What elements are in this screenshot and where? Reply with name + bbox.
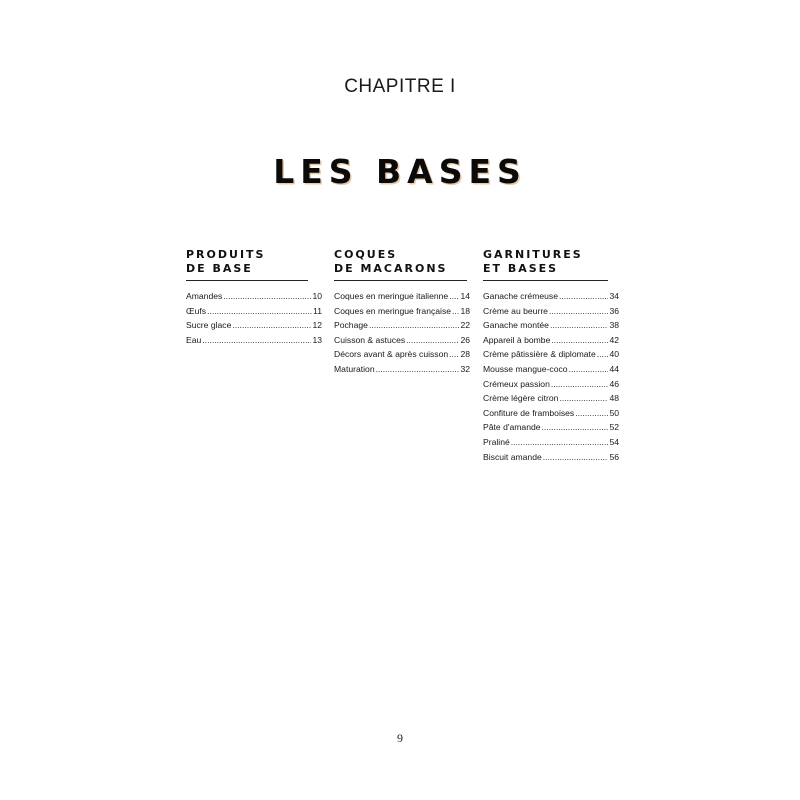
toc-entry[interactable] — [334, 304, 470, 319]
toc-entry-page: 14 — [460, 291, 470, 301]
toc-dot-leader — [559, 289, 608, 304]
toc-entry-title: Amandes — [186, 291, 223, 301]
toc-list — [483, 289, 619, 464]
toc-entry-page: 54 — [609, 436, 619, 447]
toc-entry-page: 44 — [609, 363, 619, 374]
column-heading — [334, 248, 467, 281]
toc-entry[interactable] — [483, 362, 619, 377]
toc-entry-title: Œufs — [186, 305, 207, 316]
toc-dot-leader — [232, 318, 311, 333]
toc-entry[interactable] — [483, 450, 619, 465]
toc-column-garnitures-et-bases — [483, 248, 619, 464]
column-heading-line2: DE BASE — [186, 262, 253, 275]
toc-entry-title: Coques en meringue italienne — [334, 291, 449, 301]
toc-dot-leader — [223, 289, 311, 304]
toc-entry-page: 18 — [460, 305, 470, 316]
toc-dot-leader — [569, 362, 609, 377]
toc-entry[interactable] — [334, 289, 470, 304]
toc-entry[interactable] — [483, 304, 619, 319]
column-heading — [186, 248, 308, 281]
toc-entry-title: Crème pâtissière & diplomate — [483, 349, 596, 360]
toc-entry-page: 22 — [460, 320, 470, 331]
toc-entry-title: Confiture de framboises — [483, 407, 575, 418]
toc-dot-leader — [575, 406, 608, 421]
toc-entry[interactable] — [483, 289, 619, 304]
toc-entry-page: 40 — [609, 349, 619, 360]
page-number: 9 — [397, 731, 403, 745]
column-heading-line1: COQUES — [334, 248, 398, 261]
toc-list — [186, 289, 322, 347]
toc-entry-title: Maturation — [334, 363, 375, 374]
toc-entry-title: Cuisson & astuces — [334, 334, 406, 345]
toc-entry-title: Crème légère citron — [483, 393, 559, 404]
toc-entry[interactable] — [483, 406, 619, 421]
toc-entry[interactable] — [186, 304, 322, 319]
toc-entry-title: Coques en meringue française — [334, 305, 452, 316]
toc-dot-leader — [551, 377, 609, 392]
toc-dot-leader — [549, 304, 608, 319]
chapter-title: LES BASES — [273, 152, 527, 191]
toc-dot-leader — [449, 289, 459, 304]
toc-entry[interactable] — [483, 435, 619, 450]
toc-entry[interactable] — [334, 333, 470, 348]
toc-entry[interactable] — [483, 333, 619, 348]
toc-dot-leader — [559, 391, 608, 406]
column-heading-line1: GARNITURES — [483, 248, 583, 261]
toc-entry-title: Pochage — [334, 320, 368, 331]
toc-entry-title: Pâte d'amande — [483, 422, 541, 433]
toc-dot-leader — [551, 333, 608, 348]
toc-list — [334, 289, 470, 377]
toc-entry-page: 50 — [609, 407, 619, 418]
toc-entry-page: 38 — [609, 320, 619, 331]
column-heading-line2: DE MACARONS — [334, 262, 448, 275]
toc-entry[interactable] — [186, 289, 322, 304]
toc-entry-title: Biscuit amande — [483, 451, 542, 462]
toc-entry-page: 12 — [312, 320, 322, 331]
toc-column-coques-de-macarons — [334, 248, 470, 377]
toc-dot-leader — [406, 333, 459, 348]
toc-entry-title: Appareil à bombe — [483, 334, 551, 345]
toc-entry-page: 52 — [609, 422, 619, 433]
toc-dot-leader — [597, 347, 609, 362]
toc-entry[interactable] — [483, 377, 619, 392]
toc-column-produits-de-base — [186, 248, 322, 347]
toc-entry-page: 13 — [312, 334, 322, 345]
toc-entry-title: Eau — [186, 334, 202, 345]
column-heading-line1: PRODUITS — [186, 248, 266, 261]
toc-entry[interactable] — [483, 420, 619, 435]
toc-entry[interactable] — [334, 347, 470, 362]
toc-dot-leader — [511, 435, 609, 450]
toc-entry-page: 36 — [609, 305, 619, 316]
toc-entry-title: Crémeux passion — [483, 378, 550, 389]
toc-entry-page: 34 — [609, 291, 619, 301]
toc-entry[interactable] — [334, 362, 470, 377]
toc-dot-leader — [207, 304, 312, 319]
toc-entry[interactable] — [483, 318, 619, 333]
toc-dot-leader — [202, 333, 311, 348]
toc-dot-leader — [369, 318, 460, 333]
toc-entry[interactable] — [334, 318, 470, 333]
toc-entry-page: 11 — [313, 305, 322, 316]
toc-entry[interactable] — [483, 391, 619, 406]
toc-entry-page: 26 — [460, 334, 470, 345]
toc-entry-title: Mousse mangue-coco — [483, 363, 568, 374]
toc-entry-page: 28 — [460, 349, 470, 360]
toc-entry-page: 48 — [609, 393, 619, 404]
toc-entry-page: 32 — [460, 363, 470, 374]
toc-entry-title: Ganache montée — [483, 320, 549, 331]
toc-dot-leader — [543, 450, 609, 465]
toc-entry-page: 46 — [609, 378, 619, 389]
toc-entry[interactable] — [186, 333, 322, 348]
toc-entry[interactable] — [483, 347, 619, 362]
toc-dot-leader — [376, 362, 460, 377]
toc-entry[interactable] — [186, 318, 322, 333]
toc-dot-leader — [550, 318, 609, 333]
toc-dot-leader — [449, 347, 459, 362]
toc-entry-title: Sucre glace — [186, 320, 232, 331]
column-heading — [483, 248, 608, 281]
toc-entry-title: Crème au beurre — [483, 305, 548, 316]
toc-entry-page: 56 — [609, 451, 619, 462]
toc-entry-title: Praliné — [483, 436, 510, 447]
toc-dot-leader — [542, 420, 609, 435]
toc-entry-page: 10 — [312, 291, 322, 301]
chapter-label: CHAPITRE I — [344, 76, 456, 97]
toc-entry-page: 42 — [609, 334, 619, 345]
column-heading-line2: ET BASES — [483, 262, 559, 275]
toc-entry-title: Ganache crémeuse — [483, 291, 558, 301]
toc-entry-title: Décors avant & après cuisson — [334, 349, 449, 360]
toc-dot-leader — [452, 304, 459, 319]
